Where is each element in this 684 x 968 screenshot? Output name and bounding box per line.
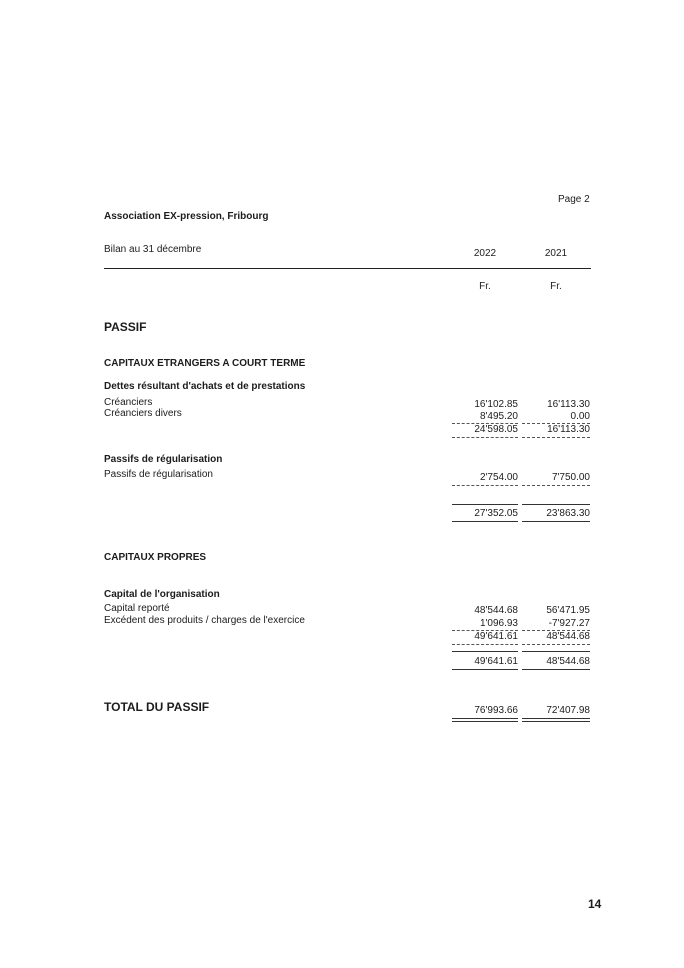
year-previous: 2021 xyxy=(544,248,568,259)
total-short-term-2022: 27'352.05 xyxy=(474,508,518,519)
total-rule xyxy=(452,521,518,522)
total-rule xyxy=(522,521,590,522)
group-title-short-term: CAPITAUX ETRANGERS A COURT TERME xyxy=(104,358,306,369)
organization-name: Association EX-pression, Fribourg xyxy=(104,211,269,222)
subgroup-title-regularisation: Passifs de régularisation xyxy=(104,454,223,465)
subtotal-capital-2022: 49'641.61 xyxy=(474,631,518,642)
subtotal-capital-2021: 48'544.68 xyxy=(546,631,590,642)
total-equity-2021: 48'544.68 xyxy=(546,656,590,667)
row-value-2022: 48'544.68 xyxy=(474,605,518,616)
subtotal-rule xyxy=(522,485,590,486)
total-rule xyxy=(452,651,518,652)
row-label-capital-reporte: Capital reporté xyxy=(104,603,170,614)
section-title-passif: PASSIF xyxy=(104,320,147,334)
total-rule xyxy=(452,504,518,505)
subgroup-title-dettes: Dettes résultant d'achats et de prestations xyxy=(104,381,306,392)
grand-total-label: TOTAL DU PASSIF xyxy=(104,700,210,714)
row-label-creanciers: Créanciers xyxy=(104,397,153,408)
statement-title: Bilan au 31 décembre xyxy=(104,244,202,255)
row-value-2022: 8'495.20 xyxy=(479,411,518,422)
total-equity-2022: 49'641.61 xyxy=(474,656,518,667)
currency-current: Fr. xyxy=(479,281,491,292)
row-label-excedent: Excédent des produits / charges de l'exercice xyxy=(104,615,305,626)
grand-total-2021: 72'407.98 xyxy=(546,705,590,716)
subtotal-rule xyxy=(452,485,518,486)
row-value-2021: 0.00 xyxy=(570,411,590,422)
subtotal-dettes-2022: 24'598.05 xyxy=(474,424,518,435)
year-current: 2022 xyxy=(473,248,497,259)
subtotal-dettes-2021: 16'113.30 xyxy=(547,424,590,435)
header-rule xyxy=(104,268,591,269)
total-rule xyxy=(522,651,590,652)
subtotal-rule xyxy=(452,437,518,438)
subgroup-title-capital: Capital de l'organisation xyxy=(104,589,220,600)
row-label-creanciers-divers: Créanciers divers xyxy=(104,408,182,419)
total-rule xyxy=(452,669,518,670)
subtotal-rule xyxy=(452,644,518,645)
page-number: 14 xyxy=(588,897,602,911)
total-rule xyxy=(522,669,590,670)
grand-total-2022: 76'993.66 xyxy=(474,705,518,716)
row-value-2021: 16'113.30 xyxy=(547,399,590,410)
grand-total-rule xyxy=(522,718,590,719)
grand-total-rule xyxy=(452,721,518,722)
row-value-2022: 16'102.85 xyxy=(474,399,518,410)
row-value-2022: 1'096.93 xyxy=(479,618,518,629)
total-short-term-2021: 23'863.30 xyxy=(546,508,590,519)
group-title-equity: CAPITAUX PROPRES xyxy=(104,552,207,563)
row-label-regularisation: Passifs de régularisation xyxy=(104,469,213,480)
row-value-2022: 2'754.00 xyxy=(479,472,518,483)
row-value-2021: -7'927.27 xyxy=(548,618,590,629)
currency-previous: Fr. xyxy=(550,281,562,292)
subtotal-rule xyxy=(522,437,590,438)
total-rule xyxy=(522,504,590,505)
page-label: Page 2 xyxy=(558,194,590,205)
row-value-2021: 7'750.00 xyxy=(551,472,590,483)
grand-total-rule xyxy=(452,718,518,719)
row-value-2021: 56'471.95 xyxy=(546,605,590,616)
subtotal-rule xyxy=(522,644,590,645)
grand-total-rule xyxy=(522,721,590,722)
